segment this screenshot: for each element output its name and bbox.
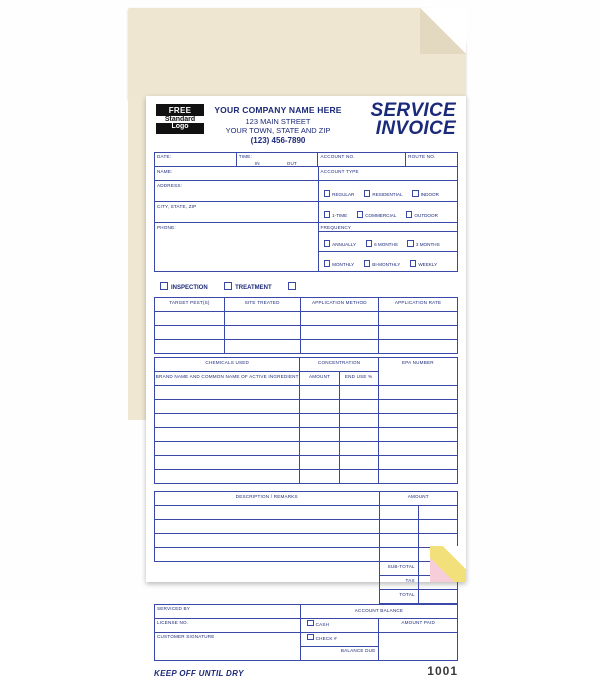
checkbox-3-months[interactable]: 3 MONTHS (405, 240, 439, 247)
col-application-rate: APPLICATION RATE (379, 298, 458, 312)
field-time-in: IN (254, 161, 260, 166)
field-serviced-by[interactable]: SERVICED BY (155, 604, 301, 618)
spacer-cell (155, 562, 380, 576)
cell[interactable] (379, 506, 418, 520)
description-table (154, 491, 458, 604)
cell[interactable] (379, 312, 458, 326)
group-concentration: CONCENTRATION (300, 358, 378, 372)
table-row (155, 492, 458, 506)
cell[interactable] (339, 428, 378, 442)
cell[interactable] (379, 534, 418, 548)
checkbox-indoor[interactable]: INDOOR (410, 190, 439, 197)
col-application-method: APPLICATION METHOD (300, 298, 379, 312)
cell[interactable] (300, 326, 379, 340)
field-city-state-zip[interactable]: CITY, STATE, ZIP (155, 202, 319, 223)
table-row (155, 576, 458, 590)
cell[interactable] (300, 386, 339, 400)
checkbox-inspection[interactable]: INSPECTION (158, 282, 208, 291)
checkbox-one-time[interactable]: 1-TIME (322, 211, 348, 218)
cell[interactable] (339, 414, 378, 428)
cell[interactable] (155, 414, 300, 428)
col-description-remarks: DESCRIPTION / REMARKS (155, 492, 380, 506)
invoice-paper (146, 96, 466, 678)
logo-line2: Standard (156, 116, 204, 123)
cell[interactable] (155, 312, 225, 326)
cell[interactable] (155, 386, 300, 400)
group-epa-number: EPA NUMBER (378, 358, 457, 386)
label-total: TOTAL (379, 590, 418, 604)
field-date[interactable]: DATE: (155, 153, 237, 167)
label-balance-due: BALANCE DUE (300, 646, 379, 660)
frequency-options-row1[interactable] (318, 232, 457, 252)
bottom-table (154, 604, 458, 661)
checkbox-residential[interactable]: RESIDENTIAL (362, 190, 403, 197)
table-row (155, 506, 458, 520)
table-row (155, 604, 458, 618)
value-total[interactable] (418, 590, 457, 604)
field-name[interactable]: NAME: (155, 167, 319, 181)
service-invoice-form (146, 96, 466, 678)
top-fields-table (154, 152, 458, 167)
table-row (155, 520, 458, 534)
cell[interactable] (155, 442, 300, 456)
cell[interactable] (379, 520, 418, 534)
table-row (155, 534, 458, 548)
table-row (155, 618, 458, 632)
checkbox-annually[interactable]: ANNUALLY (322, 240, 357, 247)
checkbox-bi-monthly[interactable]: BI-MONTHLY (362, 260, 401, 267)
cell[interactable] (339, 386, 378, 400)
table-row (155, 428, 458, 442)
cell[interactable] (224, 326, 300, 340)
company-city-state-zip: YOUR TOWN, STATE AND ZIP (225, 126, 331, 135)
company-street: 123 MAIN STREET (245, 117, 311, 126)
service-type-row (154, 272, 458, 297)
cell[interactable] (339, 456, 378, 470)
cell[interactable] (155, 428, 300, 442)
table-row (155, 153, 458, 167)
cell[interactable] (378, 414, 457, 428)
carbon-copy-corner (430, 546, 466, 582)
company-block (208, 105, 348, 145)
table-row (155, 312, 458, 326)
table-row (155, 414, 458, 428)
checkbox-regular[interactable]: REGULAR (322, 190, 355, 197)
frequency-heading: FREQUENCY (318, 223, 457, 232)
cell[interactable] (378, 456, 457, 470)
field-account-no[interactable]: ACCOUNT NO. (318, 153, 406, 167)
cell[interactable] (378, 386, 457, 400)
table-row (155, 340, 458, 354)
cell[interactable] (418, 506, 457, 520)
cell[interactable] (300, 456, 339, 470)
cell[interactable] (155, 534, 380, 548)
cell[interactable] (155, 470, 300, 484)
checkbox-6-months[interactable]: 6 MONTHS (364, 240, 398, 247)
table-row (155, 562, 458, 576)
company-phone: (123) 456-7890 (250, 136, 306, 145)
value-amount-paid[interactable] (379, 632, 458, 660)
cell[interactable] (155, 506, 380, 520)
checkbox-weekly[interactable]: WEEKLY (408, 260, 437, 267)
cell[interactable] (300, 312, 379, 326)
table-row (155, 548, 458, 562)
table-row (155, 456, 458, 470)
table-row (155, 400, 458, 414)
field-route-no[interactable]: ROUTE NO. (406, 153, 458, 167)
field-customer-signature[interactable]: CUSTOMER SIGNATURE (155, 632, 301, 660)
col-target-pests: TARGET PEST(S) (155, 298, 225, 312)
cell[interactable] (379, 548, 418, 562)
invoice-number: 1001 (427, 663, 458, 678)
cell[interactable] (224, 340, 300, 354)
title-line-2: INVOICE (375, 118, 456, 139)
col-brand-name: BRAND NAME AND COMMON NAME OF ACTIVE INGREDIENT (155, 372, 300, 386)
checkbox-cash[interactable]: CASH (300, 618, 379, 632)
document-title (370, 102, 456, 138)
col-amount: AMOUNT (300, 372, 339, 386)
checkbox-other[interactable] (286, 282, 299, 291)
cell[interactable] (379, 326, 458, 340)
table-row (155, 298, 458, 312)
table-row (155, 223, 458, 232)
footer-note: KEEP OFF UNTIL DRY (154, 668, 244, 678)
label-sub-total: SUB-TOTAL (379, 562, 418, 576)
customer-and-type-table (154, 166, 458, 272)
label-amount-paid: AMOUNT PAID (379, 618, 458, 632)
table-row (155, 326, 458, 340)
label-tax: TAX (379, 576, 418, 590)
cell[interactable] (155, 456, 300, 470)
cell[interactable] (155, 326, 225, 340)
account-type-heading: ACCOUNT TYPE (318, 167, 457, 181)
table-row (155, 202, 458, 223)
cell[interactable] (155, 548, 380, 562)
cell[interactable] (300, 442, 339, 456)
cell[interactable] (300, 414, 339, 428)
title-line-1: SERVICE (370, 100, 456, 121)
field-license-no[interactable]: LICENSE NO. (155, 618, 301, 632)
table-row (155, 181, 458, 202)
cell[interactable] (339, 470, 378, 484)
table-row (155, 470, 458, 484)
company-name: YOUR COMPANY NAME HERE (214, 105, 342, 115)
field-address[interactable]: ADDRESS: (155, 181, 319, 202)
col-amount-header: AMOUNT (379, 492, 458, 506)
cell[interactable] (378, 442, 457, 456)
logo-line3: Logo (171, 123, 189, 131)
cell[interactable] (339, 400, 378, 414)
carbon-cover-sheet-top (128, 8, 466, 100)
invoice-header (146, 96, 466, 152)
account-type-options-row2[interactable] (318, 202, 457, 223)
cell[interactable] (224, 312, 300, 326)
free-standard-logo-icon (156, 104, 204, 134)
top-fields-section (146, 152, 466, 678)
checkbox-check[interactable]: CHECK # (300, 632, 379, 646)
table-row (155, 632, 458, 646)
cell[interactable] (300, 340, 379, 354)
cell[interactable] (155, 520, 380, 534)
cell[interactable] (378, 428, 457, 442)
spacer-cell (155, 590, 380, 604)
cell[interactable] (300, 428, 339, 442)
cell[interactable] (155, 400, 300, 414)
table-row (155, 167, 458, 181)
checkbox-outdoor[interactable]: OUTDOOR (404, 211, 438, 218)
field-phone[interactable]: PHONE: (155, 223, 319, 272)
field-time[interactable]: TIME: IN OUT (236, 153, 318, 167)
frequency-options-row2[interactable] (318, 252, 457, 272)
col-end-use: END USE % (339, 372, 378, 386)
cell[interactable] (300, 400, 339, 414)
checkbox-monthly[interactable]: MONTHLY (322, 260, 355, 267)
cell[interactable] (339, 442, 378, 456)
logo-line1: FREE (168, 106, 192, 116)
table-row (155, 386, 458, 400)
account-type-options-row1[interactable] (318, 181, 457, 202)
field-time-out: OUT (286, 161, 298, 166)
checkbox-commercial[interactable]: COMMERCIAL (355, 211, 397, 218)
label-account-balance: ACCOUNT BALANCE (300, 604, 457, 618)
chemicals-table (154, 357, 458, 484)
spacer-cell (155, 576, 380, 590)
form-footer (154, 661, 458, 678)
cell[interactable] (378, 400, 457, 414)
treatment-table (154, 297, 458, 354)
cell[interactable] (379, 340, 458, 354)
cell[interactable] (155, 340, 225, 354)
group-chemicals-used: CHEMICALS USED (155, 358, 300, 372)
cell[interactable] (378, 470, 457, 484)
table-row (155, 590, 458, 604)
col-site-treated: SITE TREATED (224, 298, 300, 312)
table-row (155, 442, 458, 456)
table-row (155, 358, 458, 372)
cell[interactable] (418, 520, 457, 534)
checkbox-treatment[interactable]: TREATMENT (222, 282, 272, 291)
cell[interactable] (300, 470, 339, 484)
